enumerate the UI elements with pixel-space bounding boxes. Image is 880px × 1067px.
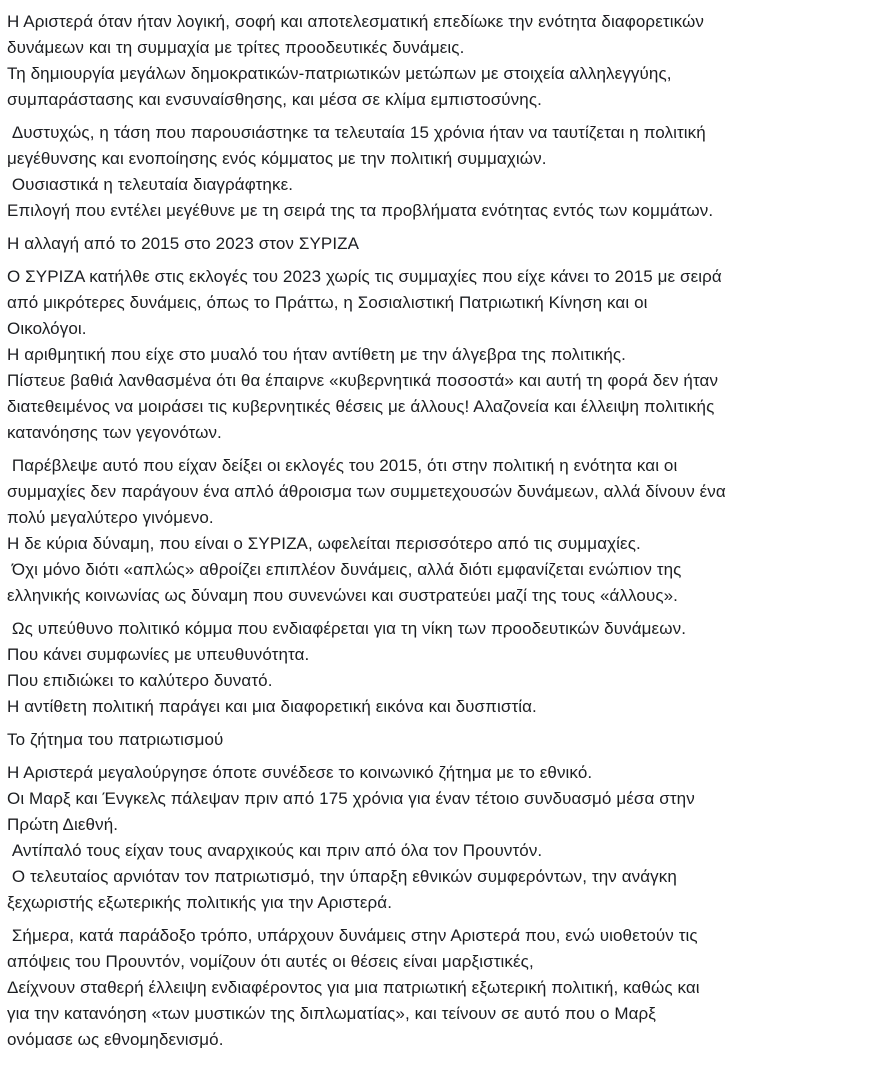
text-line: Πρώτη Διεθνή. <box>7 815 119 834</box>
text-line: συμπαράστασης και ενσυναίσθησης, και μέσα σε κλίμα εμπιστοσύνης. <box>7 90 542 109</box>
text-line: Ο τελευταίος αρνιόταν τον πατριωτισμό, την ύπαρξη εθνικών συμφερόντων, την ανάγκη <box>7 867 677 886</box>
paragraph <box>7 760 856 916</box>
text-line: Τη δημιουργία μεγάλων δημοκρατικών-πατριωτικών μετώπων με στοιχεία αλληλεγγύης, <box>7 64 672 83</box>
text-line: για την κατανόηση «των μυστικών της διπλωματίας», και τείνουν σε αυτό που ο Μαρξ <box>7 1004 657 1023</box>
paragraph <box>7 120 856 224</box>
text-line: Η αντίθετη πολιτική παράγει και μια διαφορετική εικόνα και δυσπιστία. <box>7 697 537 716</box>
text-line: Δείχνουν σταθερή έλλειψη ενδιαφέροντος για μια πατριωτική εξωτερική πολιτική, καθώς και <box>7 978 700 997</box>
text-line: Σήμερα, κατά παράδοξο τρόπο, υπάρχουν δυνάμεις στην Αριστερά που, ενώ υιοθετούν τις <box>7 926 698 945</box>
paragraph <box>7 923 856 1053</box>
section-heading <box>7 231 856 257</box>
text-line: πολύ μεγαλύτερο γινόμενο. <box>7 508 214 527</box>
text-line: Που επιδιώκει το καλύτερο δυνατό. <box>7 671 273 690</box>
text-line: Επιλογή που εντέλει μεγέθυνε με τη σειρά της τα προβλήματα ενότητας εντός των κομμάτων. <box>7 201 714 220</box>
text-line: κατανόησης των γεγονότων. <box>7 423 222 442</box>
text-line: Ως υπεύθυνο πολιτικό κόμμα που ενδιαφέρεται για τη νίκη των προοδευτικών δυνάμεων. <box>7 619 687 638</box>
text-line: από μικρότερες δυνάμεις, όπως το Πράττω, η Σοσιαλιστική Πατριωτική Κίνηση και οι <box>7 293 648 312</box>
paragraph <box>7 9 856 113</box>
text-line: Οικολόγοι. <box>7 319 87 338</box>
text-line: απόψεις του Προυντόν, νομίζουν ότι αυτές οι θέσεις είναι μαρξιστικές, <box>7 952 534 971</box>
text-line: Η Αριστερά μεγαλούργησε όποτε συνέδεσε το κοινωνικό ζήτημα με το εθνικό. <box>7 763 593 782</box>
paragraph <box>7 453 856 609</box>
text-line: Που κάνει συμφωνίες με υπευθυνότητα. <box>7 645 310 664</box>
text-line: Όχι μόνο διότι «απλώς» αθροίζει επιπλέον δυνάμεις, αλλά διότι εμφανίζεται ενώπιον της <box>7 560 682 579</box>
text-line: Η αλλαγή από το 2015 στο 2023 στον ΣΥΡΙΖΑ <box>7 234 360 253</box>
text-line: Ουσιαστικά η τελευταία διαγράφτηκε. <box>7 175 294 194</box>
paragraph <box>7 616 856 720</box>
text-line: μεγέθυνσης και ενοποίησης ενός κόμματος με την πολιτική συμμαχιών. <box>7 149 547 168</box>
text-line: Η Αριστερά όταν ήταν λογική, σοφή και αποτελεσματική επεδίωκε την ενότητα διαφορετικών <box>7 12 704 31</box>
text-line: διατεθειμένος να μοιράσει τις κυβερνητικές θέσεις με άλλους! Αλαζονεία και έλλειψη πολιτικής <box>7 397 715 416</box>
text-line: Ο ΣΥΡΙΖΑ κατήλθε στις εκλογές του 2023 χωρίς τις συμμαχίες που είχε κάνει το 2015 με σειρά <box>7 267 722 286</box>
text-line: Η αριθμητική που είχε στο μυαλό του ήταν αντίθετη με την άλγεβρα της πολιτικής. <box>7 345 626 364</box>
text-line: Πίστευε βαθιά λανθασμένα ότι θα έπαιρνε «κυβερνητικά ποσοστά» και αυτή τη φορά δεν ήταν <box>7 371 719 390</box>
text-line: δυνάμεων και τη συμμαχία με τρίτες προοδευτικές δυνάμεις. <box>7 38 465 57</box>
paragraph <box>7 264 856 446</box>
text-line: ονόμασε ως εθνομηδενισμό. <box>7 1030 224 1049</box>
text-line: Το ζήτημα του πατριωτισμού <box>7 730 224 749</box>
text-line: Η δε κύρια δύναμη, που είναι ο ΣΥΡΙΖΑ, ωφελείται περισσότερο από τις συμμαχίες. <box>7 534 641 553</box>
text-line: συμμαχίες δεν παράγουν ένα απλό άθροισμα των συμμετεχουσών δυνάμεων, αλλά δίνουν ένα <box>7 482 726 501</box>
text-line: Δυστυχώς, η τάση που παρουσιάστηκε τα τελευταία 15 χρόνια ήταν να ταυτίζεται η πολιτική <box>7 123 706 142</box>
section-heading <box>7 727 856 753</box>
text-line: ελληνικής κοινωνίας ως δύναμη που συνενώνει και συστρατεύει μαζί της τους «άλλους». <box>7 586 679 605</box>
text-line: Παρέβλεψε αυτό που είχαν δείξει οι εκλογές του 2015, ότι στην πολιτική η ενότητα και οι <box>7 456 678 475</box>
text-line: ξεχωριστής εξωτερικής πολιτικής για την Αριστερά. <box>7 893 393 912</box>
text-line: Οι Μαρξ και Ένγκελς πάλεψαν πριν από 175 χρόνια για έναν τέτοιο συνδυασμό μέσα στην <box>7 789 695 808</box>
text-line: Αντίπαλό τους είχαν τους αναρχικούς και πριν από όλα τον Προυντόν. <box>7 841 543 860</box>
